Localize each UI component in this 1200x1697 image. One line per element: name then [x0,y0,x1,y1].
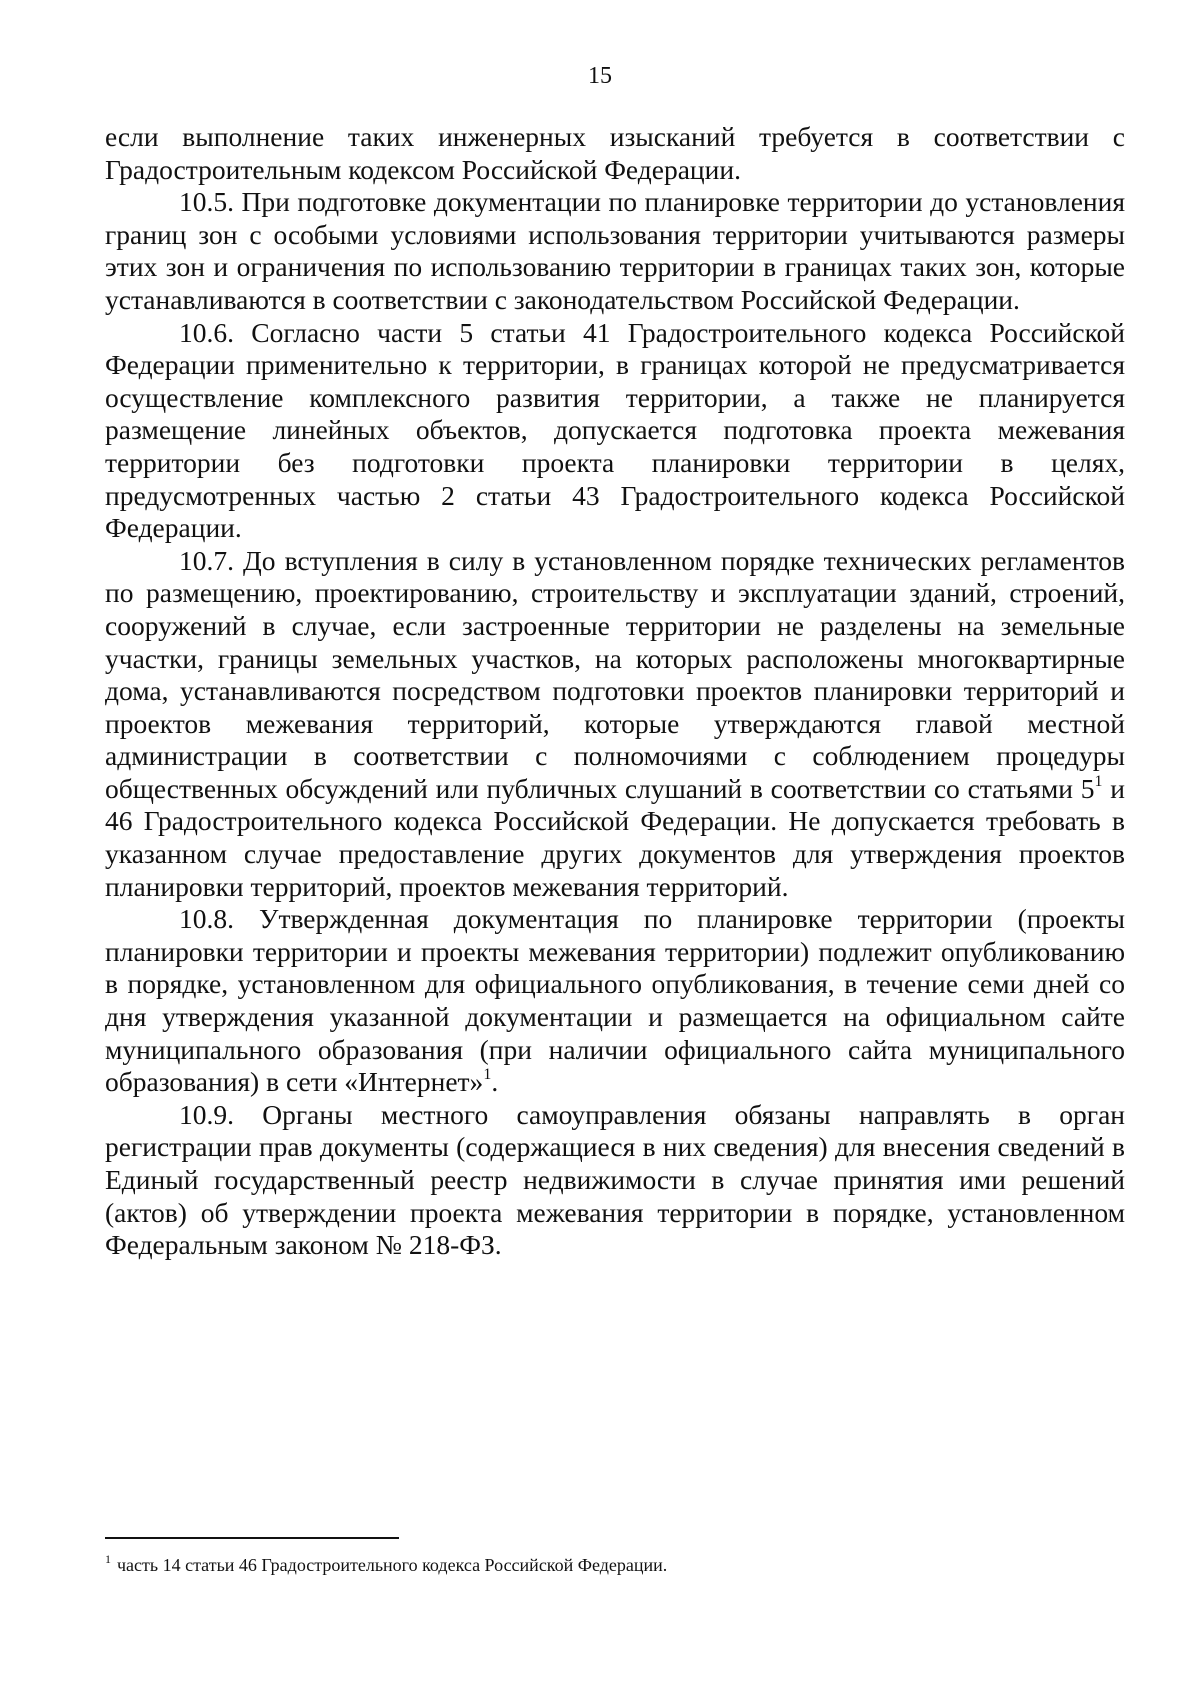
footnote-reference: 1 [483,1066,492,1084]
paragraph-10-7 [105,545,1125,904]
paragraph-continuation: если выполнение таких инженерных изысканий требуется в соответствии с Градостроительным кодексом Российской Федерации. [105,121,1125,185]
paragraph-10-6: 10.6. Согласно части 5 статьи 41 Градостроительного кодекса Российской Федерации применительно к территории, в границах которой не предусматривается осуществление комплексного развития территории, а также не планируется размещение линейных объектов, допускается подготовка проекта межевания территории без подготовки проекта планировки территории в целях, предусмотренных частью 2 статьи 43 Градостроительного кодекса Российской Федерации. [105,316,1125,544]
paragraph-10-7-text-before: 10.7. До вступления в силу в установленном порядке технических регламентов по размещению, проектированию, строительству и эксплуатации зданий, строений, сооружений в случае, если застроенные территории не разделены на земельные участки, границы земельных участков, на которых расположены многоквартирные дома, устанавливаются посредством подготовки проектов планировки территорий и проектов межевания территорий, которые утверждаются главой местной администрации в соответствии с полномочиями с соблюдением процедуры общественных обсуждений или публичных слушаний в соответствии со статьями 5 [105,544,1125,804]
paragraph-10-9: 10.9. Органы местного самоуправления обязаны направлять в орган регистрации прав документы (содержащиеся в них сведения) для внесения сведений в Единый государственный реестр недвижимости в случае принятия ими решений (актов) об утверждении проекта межевания территории в порядке, установленном Федеральным законом № 218-ФЗ. [105,1098,1125,1261]
paragraph-10-7-text-after: и 46 Градостроительного кодекса Российской Федерации. Не допускается требовать в указанном случае предоставление других документов для утверждения проектов планировки территорий, проектов межевания территорий. [105,772,1125,902]
footnote-reference: 1 [1094,772,1103,790]
paragraph-10-8-text-after: . [491,1066,499,1098]
paragraph-10-8 [105,903,1125,1099]
paragraph-10-8-text-before: 10.8. Утвержденная документация по планировке территории (проекты планировки территории и проекты межевания территории) подлежит опубликованию в порядке, установленном для официального опубликования, в течение семи дней со дня утверждения указанной документации и размещается на официальном сайте муниципального образования (при наличии официального сайта муниципального образования) в сети «Интернет» [105,903,1125,1098]
footnote-separator [105,1537,399,1539]
page-number: 15 [588,63,612,89]
paragraph-10-5: 10.5. При подготовке документации по планировке территории до установления границ зон с особыми условиями использования территории учитываются размеры этих зон и ограничения по использованию территории в границах таких зон, которые устанавливаются в соответствии с законодательством Российской Федерации. [105,186,1125,315]
footnote-mark: 1 [105,1552,111,1566]
footnote [105,1553,1105,1577]
document-body [105,121,1125,1262]
footnote-text: часть 14 статьи 46 Градостроительного кодекса Российской Федерации. [117,1555,668,1575]
